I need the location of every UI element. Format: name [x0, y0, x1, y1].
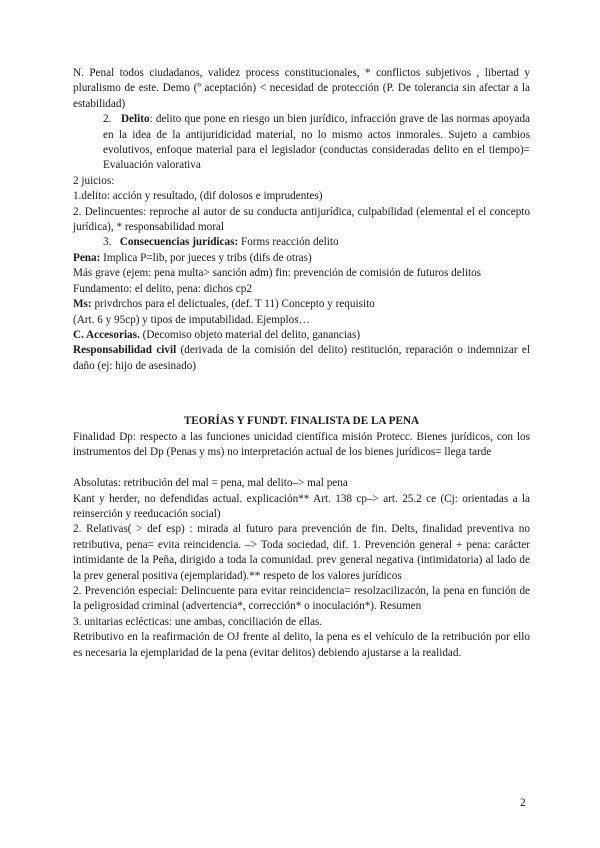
paragraph: 2. Relativas( > def esp) : mirada al futuro para prevención de fin. Delts, finalidad preventiva no retributiva, pena= evita reincidencia. –> Toda sociedad, dif. 1. Prevención general + pena: carácter intimidante de la Peña, dirigido a toda la comunidad. prev general negativa (intimidatoria) al lado de la prev general positiva (ejemplaridad).** respeto de los valores jurídicos — [73, 523, 530, 582]
paragraph-text: Implica P=lib, por jueces y tribs (difs de otras) — [100, 251, 312, 264]
paragraph: Absolutas: retribución del mal = pena, mal delito–> mal pena — [73, 477, 348, 490]
section-title: TEORÍAS Y FUNDT. FINALISTA DE LA PENA — [183, 414, 420, 427]
section-number: 2. — [103, 113, 112, 126]
spacer — [73, 398, 530, 413]
term-label: Responsabilidad civil — [73, 344, 177, 357]
paragraph: Kant y herder, no defendidas actual. explicación** Art. 138 cp–> art. 25.2 ce (Cj: orientadas a la reinserción y reeducación social) — [73, 492, 530, 520]
page-number: 2 — [520, 797, 526, 809]
paragraph: 3. unitarias eclécticas: une ambas, conciliación de ellas. — [73, 615, 323, 628]
paragraph: Finalidad Dp: respecto a las funciones unicidad científica misión Protecc. Bienes jurídicos, con los instrumentos del Dp (Penas y ms) no interpretación actual de los bienes jurídicos= llega tarde — [73, 430, 530, 459]
section-heading: Delito — [120, 113, 150, 126]
section-consecuencias — [73, 235, 530, 250]
paragraph: 2 juicios: — [73, 174, 115, 187]
paragraph-text: privdrchos para el delictuales, (def. T 11) Concepto y requisito — [91, 298, 375, 311]
term-label: Ms: — [73, 298, 92, 311]
spacer — [73, 461, 530, 476]
spacer — [73, 374, 530, 398]
paragraph: Forms reacción delito — [238, 236, 339, 249]
section-delito — [73, 112, 530, 174]
paragraph — [73, 328, 530, 343]
term-label: C. Accesorias. — [73, 328, 140, 341]
term-label: Pena: — [73, 251, 101, 264]
paragraph — [73, 343, 530, 374]
paragraph-text: (derivada de la comisión del delito) restitución, reparación o indemnizar el daño (ej: hijo de asesinado) — [73, 344, 530, 372]
paragraph — [73, 251, 530, 266]
paragraph — [73, 297, 530, 312]
section-heading: Consecuencias jurídicas: — [119, 236, 239, 249]
paragraph: (Art. 6 y 95cp) y tipos de imputabilidad. Ejemplos… — [73, 313, 310, 326]
paragraph-text: (Decomiso objeto material del delito, ganancias) — [139, 328, 361, 341]
paragraph: 2. Prevención especial: Delincuente para evitar reincidencia= resolzacilizacón, la pena en función de la peligrosidad criminal (advertencia*, corrección* o inoculación*). Resumen — [73, 584, 530, 613]
section-number: 3. — [103, 236, 112, 249]
paragraph: 1.delito: acción y resultado, (dif dolosos e imprudentes) — [73, 190, 323, 203]
paragraph: N. Penal todos ciudadanos, validez process constitucionales, * conflictos subjetivos , libertad y pluralismo de este. Demo (º aceptación) < necesidad de protección (P. De tolerancia sin afectar a la estabilidad) — [73, 67, 530, 110]
paragraph: : delito que pone en riesgo un bien jurídico, infracción grave de las normas apoyada en la idea de la antijuridicidad material, no lo mismo actos inmorales. Sujeto a cambios evolutivos, enfoque material para el legislador (conductas consideradas delito en el tiempo)= Evaluación valorativa — [103, 113, 531, 172]
paragraph: 2. Delincuentes: reproche al autor de su conducta antijurídica, culpabilidad (elemental el el concepto jurídica), * responsabilidad moral — [73, 205, 530, 234]
paragraph: Fundamento: el delito, pena: dichos cp2 — [73, 282, 252, 295]
paragraph: Más grave (ejem: pena multa> sanción adm) fin: prevención de comisión de futuros delitos — [73, 267, 482, 280]
paragraph: Retributivo en la reafirmación de OJ frente al delito, la pena es el vehículo de la retribución por ello es necesaria la ejemplaridad de la pena (evitar delitos) debiendo ajustarse a la realidad. — [73, 631, 530, 659]
document-page — [73, 66, 530, 661]
